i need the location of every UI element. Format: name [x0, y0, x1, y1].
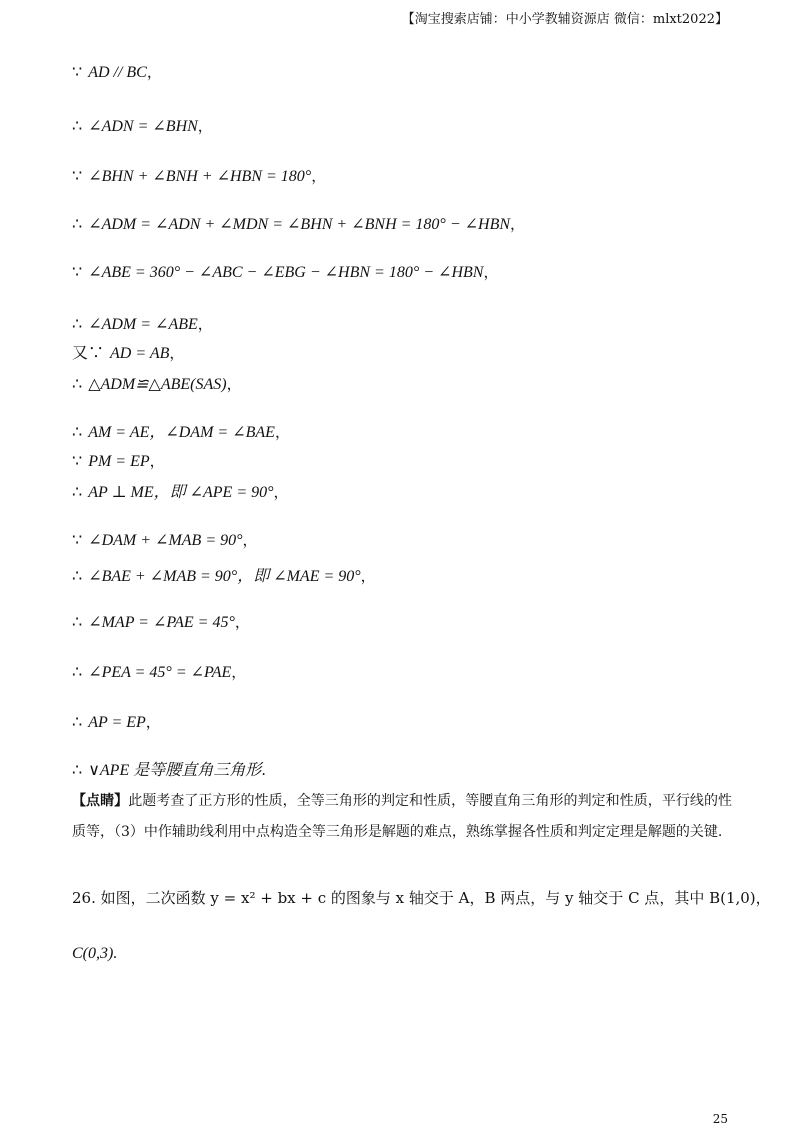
punctuation: ，	[146, 63, 162, 81]
punctuation: ，	[149, 452, 165, 470]
proof-step	[72, 712, 161, 733]
proof-expression: ∠MAP = ∠PAE = 45°	[88, 614, 235, 631]
proof-expression: ∠ADN = ∠BHN	[88, 118, 198, 135]
problem-number: 26.	[72, 889, 96, 907]
punctuation: ，	[311, 167, 327, 185]
logic-symbol: ∴	[72, 712, 83, 731]
logic-symbol: ∴	[72, 116, 83, 135]
logic-symbol: ∵	[72, 262, 83, 281]
logic-symbol: ∴	[72, 214, 83, 233]
comment-text: 此题考查了正方形的性质，全等三角形的判定和性质，等腰直角三角形的判定和性质，平行线的性质等，（3）中作辅助线利用中点构造全等三角形是解题的难点，熟练掌握各性质和判定定理是解题的关键.	[72, 793, 733, 840]
punctuation: ，	[197, 117, 213, 135]
punctuation: ，	[273, 483, 289, 501]
proof-expression: ∨APE 是等腰直角三角形	[88, 762, 262, 779]
punctuation: ，	[510, 215, 526, 233]
proof-expression: ∠DAM + ∠MAB = 90°	[88, 532, 243, 549]
proof-expression: PM = EP	[88, 453, 150, 470]
punctuation: ，	[234, 613, 250, 631]
logic-symbol: ∵	[72, 166, 83, 185]
proof-step	[72, 760, 266, 781]
proof-step	[72, 62, 162, 83]
proof-expression: AM = AE，∠DAM = ∠BAE	[88, 424, 275, 441]
punctuation: .	[261, 761, 267, 779]
punctuation: ，	[360, 567, 376, 585]
punctuation: ，	[242, 531, 258, 549]
comment-paragraph	[72, 786, 732, 848]
proof-step	[72, 451, 165, 472]
logic-symbol: ∴	[72, 422, 83, 441]
logic-symbol: ∴	[72, 662, 83, 681]
logic-symbol: ∵	[72, 62, 83, 81]
page-header: 【淘宝搜索店铺：中小学教辅资源店 微信：mlxt2022】	[401, 12, 728, 27]
proof-expression: ∠ABE = 360° − ∠ABC − ∠EBG − ∠HBN = 180° − ∠HBN	[88, 264, 484, 281]
problem-statement-line-2: C(0,3).	[72, 945, 118, 962]
logic-symbol: ∴	[72, 760, 83, 779]
logic-symbol: ∴	[72, 314, 83, 333]
proof-step	[72, 314, 213, 335]
proof-step	[72, 422, 290, 443]
logic-symbol: ∴	[72, 566, 83, 585]
proof-expression: ∠ADM = ∠ADN + ∠MDN = ∠BHN + ∠BNH = 180° − ∠HBN	[88, 216, 511, 233]
proof-step	[72, 166, 326, 187]
punctuation: ，	[483, 263, 499, 281]
proof-step	[72, 662, 246, 683]
logic-symbol: ∴	[72, 482, 83, 501]
punctuation: ，	[231, 663, 247, 681]
proof-expression: AD = AB	[110, 345, 170, 362]
proof-step	[72, 262, 498, 283]
proof-step	[72, 530, 258, 551]
logic-symbol: ∴	[72, 612, 83, 631]
proof-expression: AP ⊥ ME，即 ∠APE = 90°	[88, 484, 274, 501]
proof-step	[72, 612, 250, 633]
punctuation: ，	[169, 344, 185, 362]
proof-step	[72, 343, 184, 364]
proof-expression: ∠PEA = 45° = ∠PAE	[88, 664, 232, 681]
punctuation: ，	[274, 423, 290, 441]
logic-symbol: ∵	[72, 451, 83, 470]
punctuation: ，	[197, 315, 213, 333]
page-number: 25	[712, 1112, 728, 1126]
proof-step	[72, 566, 376, 587]
problem-text-1: 如图，二次函数 y = x² + bx + c 的图象与 x 轴交于 A，B 两点，与 y 轴交于 C 点，其中 B(1,0)，	[100, 889, 771, 907]
proof-step	[72, 116, 213, 137]
comment-label: 【点睛】	[72, 793, 129, 809]
punctuation: ，	[145, 713, 161, 731]
proof-expression: AP = EP	[88, 714, 146, 731]
proof-step	[72, 482, 289, 503]
logic-symbol: 又∵	[72, 343, 105, 362]
proof-step	[72, 374, 242, 395]
problem-statement-line-1	[72, 888, 771, 908]
proof-expression: △ADM≌△ABE(SAS)	[88, 376, 227, 393]
punctuation: ，	[226, 375, 242, 393]
proof-expression: ∠BAE + ∠MAB = 90°，即 ∠MAE = 90°	[88, 568, 361, 585]
proof-expression: ∠BHN + ∠BNH + ∠HBN = 180°	[88, 168, 312, 185]
proof-step	[72, 214, 525, 235]
proof-expression: ∠ADM = ∠ABE	[88, 316, 198, 333]
logic-symbol: ∵	[72, 530, 83, 549]
proof-expression: AD // BC	[88, 64, 147, 81]
logic-symbol: ∴	[72, 374, 83, 393]
